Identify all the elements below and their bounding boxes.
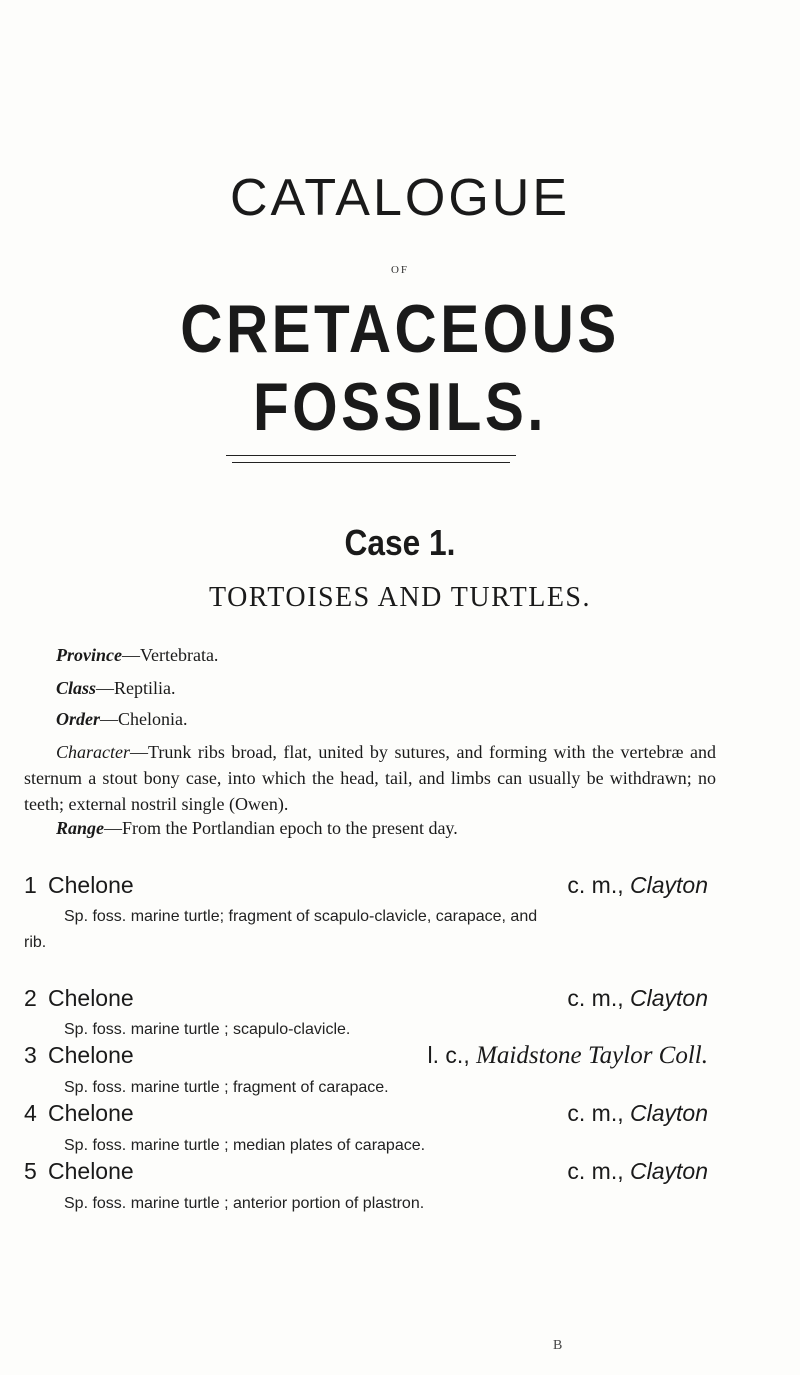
range-label: Range [56,818,105,838]
entry-genus: Chelone [48,1100,134,1126]
character-line-2: the vertebræ and sternum a stout bony case, into which the head, tail, and [24,742,717,788]
entry-place: Clayton [630,1100,708,1126]
entry-heading [24,1158,708,1190]
entry-heading [24,872,708,904]
case-heading: TORTOISES AND TURTLES. [208,582,591,613]
entry-genus: Chelone [48,872,134,898]
entry-locality [428,1042,708,1070]
entry-number: 5 [24,1158,37,1184]
class-label: Class [56,678,97,698]
entry-number: 4 [24,1100,37,1126]
title-rule-thick [226,455,516,456]
title-rule-thin [232,462,510,463]
entry-genus: Chelone [48,1158,134,1184]
order-line [56,709,188,730]
entry-locality [567,872,708,899]
province-line [56,645,218,666]
subject-title: CRETACEOUS FOSSILS. [180,291,620,445]
entry-desc-line: rib. [24,934,47,951]
entry-collection: Taylor Coll. [588,1042,708,1069]
entry-heading [24,985,708,1017]
entry-number: 1 [24,872,37,898]
entry-description [24,904,708,956]
entry-description [24,1191,708,1217]
entry-abbr: c. m., [567,985,624,1011]
character-line-3: limbs can usually be withdrawn; no teeth; external nostril single (Owen). [24,768,716,814]
character-line-1: —Trunk ribs broad, flat, united by sutures, and forming with [130,742,586,762]
order-value: —Chelonia. [100,709,188,729]
signature-mark: B [553,1338,563,1353]
entry-desc-line: Sp. foss. marine turtle ; scapulo-clavicle. [64,1021,351,1038]
entry-abbr: c. m., [567,1100,624,1126]
entry-heading [24,1100,708,1132]
class-value: —Reptilia. [96,678,176,698]
entry-place: Clayton [630,872,708,898]
entry-abbr: c. m., [567,1158,624,1184]
catalogue-title: CATALOGUE [229,169,570,227]
entry-number: 3 [24,1042,37,1068]
case-title: Case 1. [344,522,456,563]
entry-place: Clayton [630,985,708,1011]
entry-number: 2 [24,985,37,1011]
entry-locality [567,985,708,1012]
province-value: —Vertebrata. [121,645,219,665]
entry-abbr: c. m., [567,872,624,898]
range-line [56,818,458,839]
entry-desc-line: Sp. foss. marine turtle ; median plates of carapace. [64,1137,426,1154]
order-label: Order [56,709,100,729]
range-value: —From the Portlandian epoch to the present day. [104,818,458,838]
entry-desc-line: Sp. foss. marine turtle ; fragment of carapace. [64,1079,389,1096]
class-line [56,678,176,699]
province-label: Province [56,645,122,665]
entry-locality [567,1100,708,1127]
entry-abbr: l. c., [427,1042,470,1068]
entry-desc-line: Sp. foss. marine turtle ; anterior portion of plastron. [64,1195,425,1212]
entry-genus: Chelone [48,1042,134,1068]
title-of: OF [390,264,410,276]
entry-description [24,1017,708,1043]
entry-description [24,1075,708,1101]
entry-heading [24,1042,708,1074]
entry-place: Clayton [630,1158,708,1184]
entry-locality [567,1158,708,1185]
entry-genus: Chelone [48,985,134,1011]
entry-place: Maidstone [476,1042,582,1069]
character-label: Character [56,742,130,762]
character-paragraph [24,739,716,817]
entry-description [24,1133,708,1159]
entry-desc-line: Sp. foss. marine turtle; fragment of scapulo-clavicle, carapace, and [64,908,538,925]
